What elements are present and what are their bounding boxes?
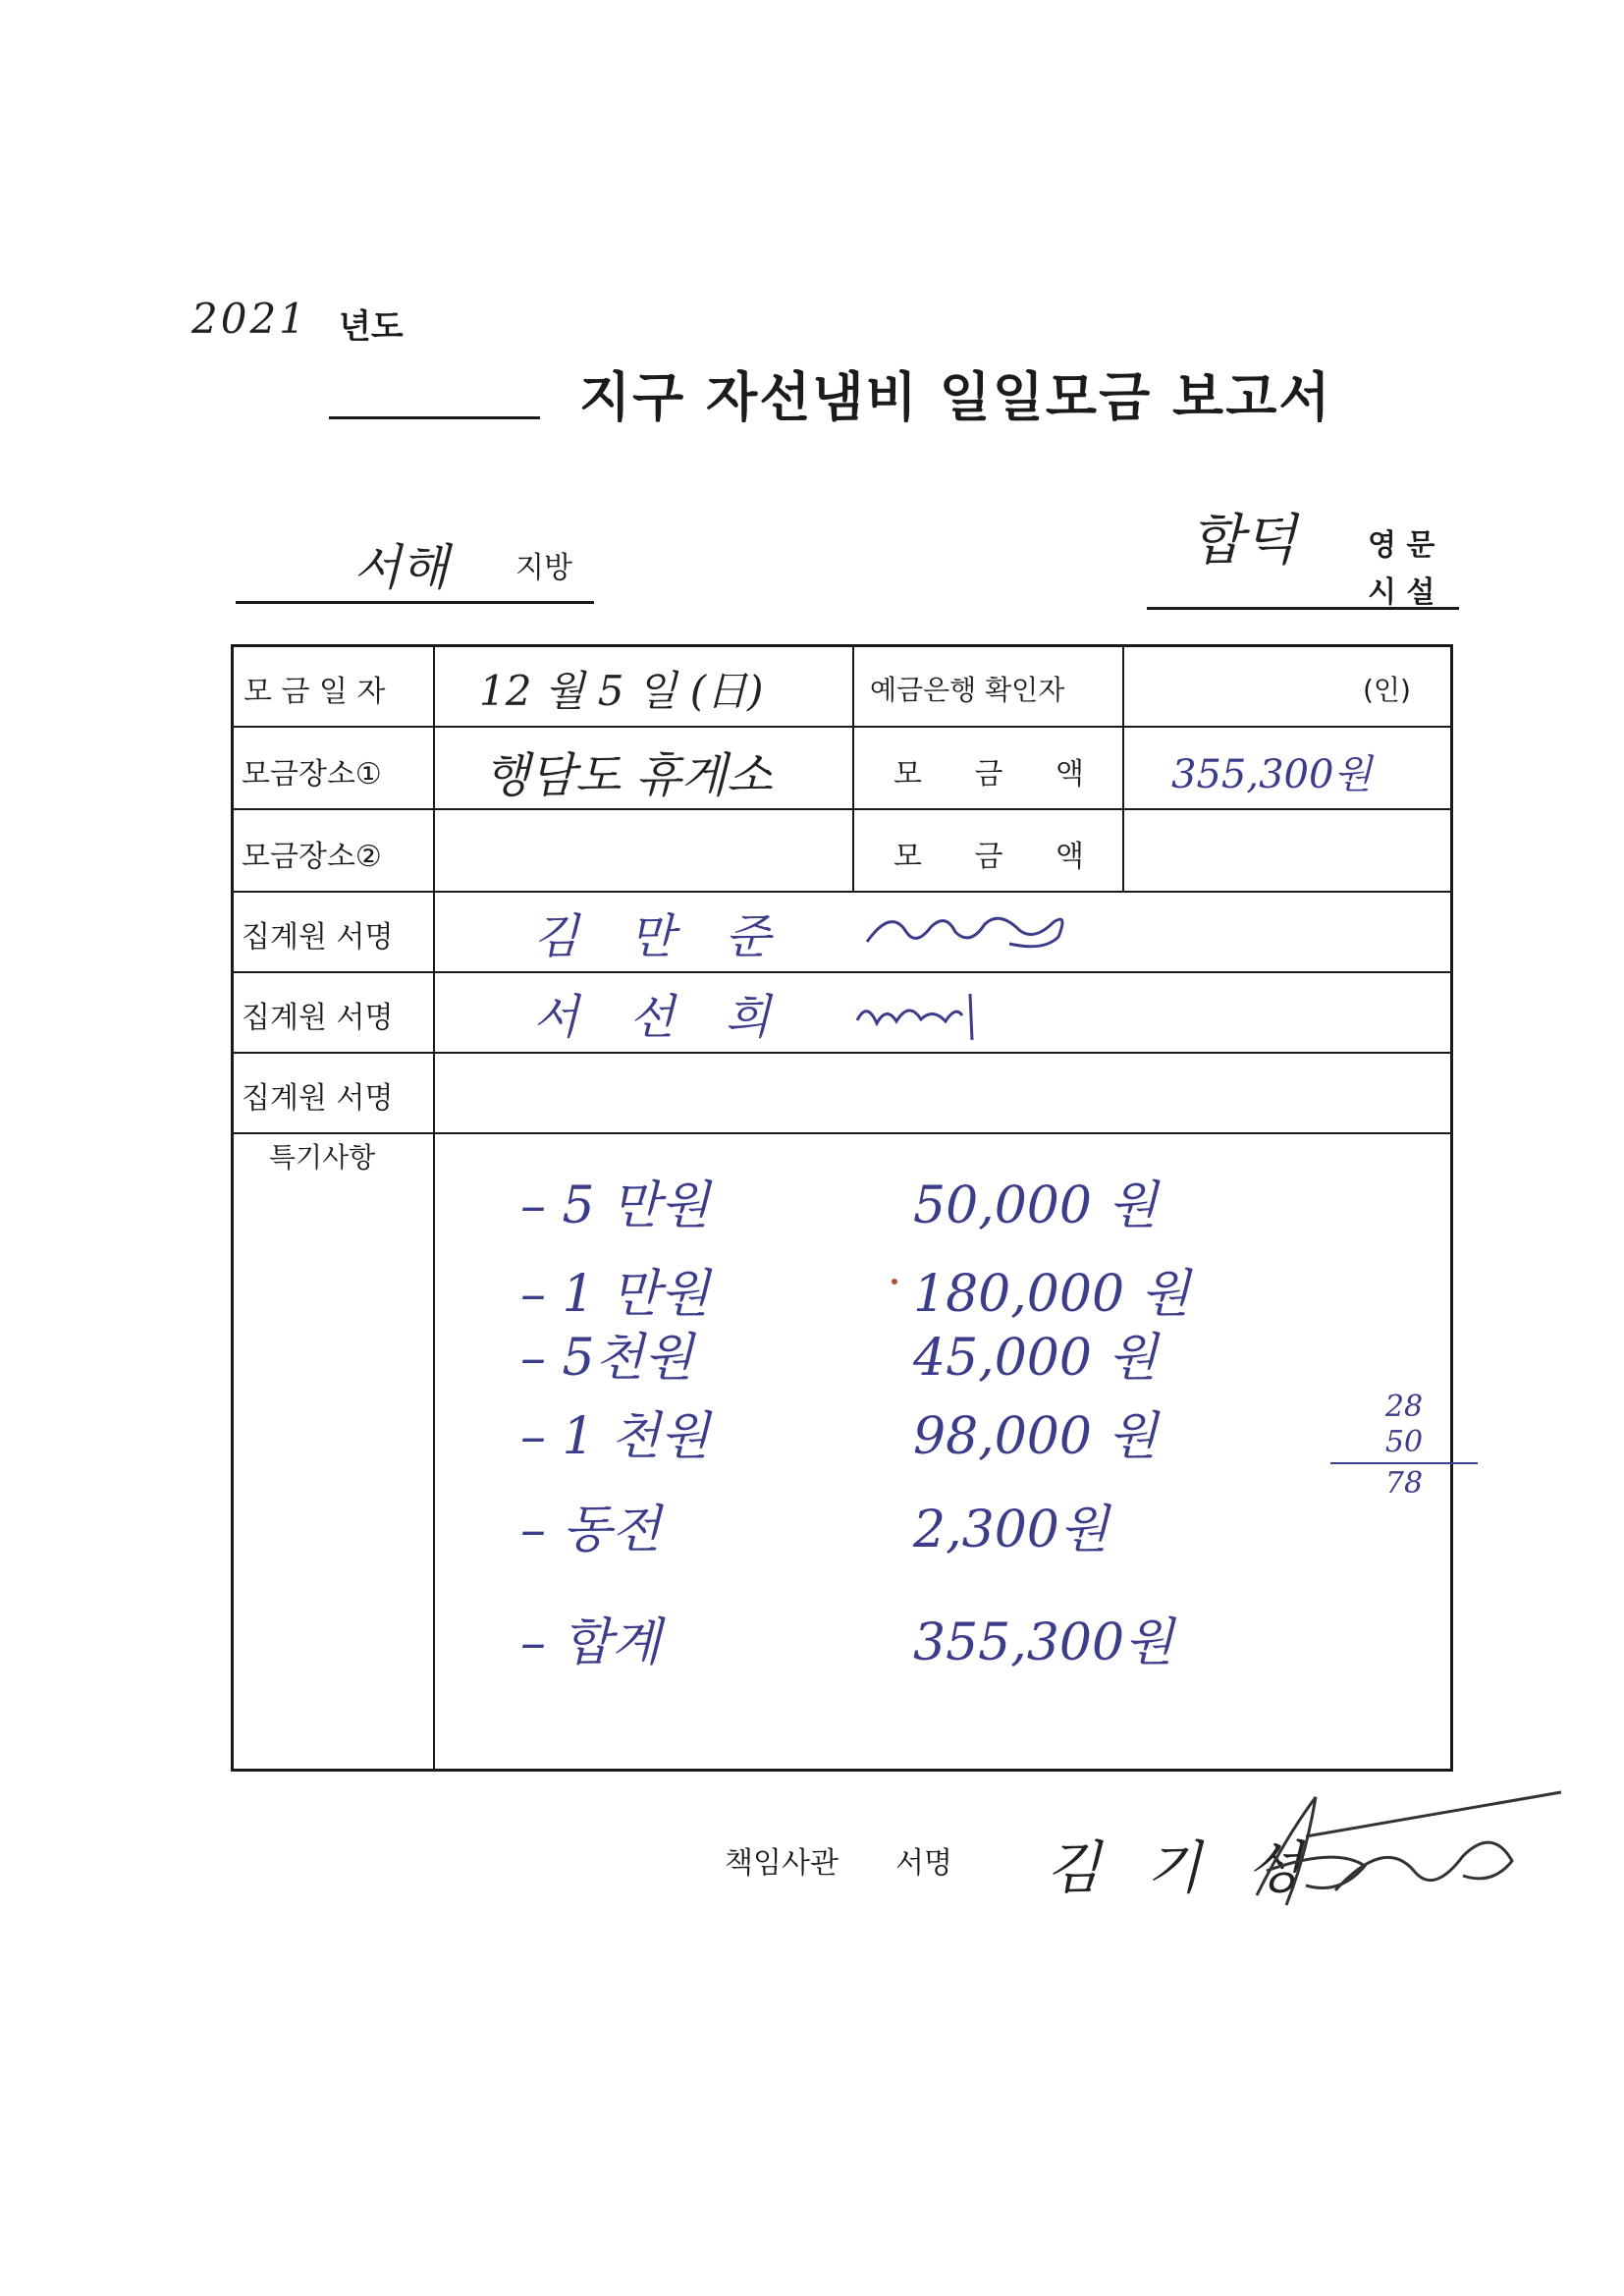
place1-label: 모금장소① (242, 757, 382, 792)
officer-name: 김 기 성 (1046, 1834, 1316, 1901)
note-item: – 합계 (520, 1613, 661, 1672)
signer2-label: 집계원 서명 (242, 1001, 394, 1035)
note-amount: 45,000 원 (913, 1329, 1158, 1388)
note-row (520, 1316, 1326, 1388)
place1-value: 행담도 휴게소 (484, 748, 773, 803)
facility-label-top: 영 문 (1368, 528, 1435, 563)
place2-label: 모금장소② (242, 840, 382, 874)
note-item: – 5천원 (520, 1329, 694, 1388)
note-item: – 5 만원 (520, 1176, 710, 1235)
bank-seal: (인) (1363, 674, 1411, 706)
amount1-value: 355,300원 (1171, 752, 1373, 797)
note-row (520, 1394, 1326, 1466)
side-calculation (1330, 1390, 1478, 1502)
officer-sign-label: 서명 (895, 1846, 952, 1881)
calc-bar (1330, 1462, 1478, 1464)
note-amount: 50,000 원 (913, 1176, 1158, 1235)
year-value: 2021 (191, 295, 308, 343)
region-value: 서해 (353, 539, 449, 596)
note-row (520, 1601, 1326, 1672)
officer-label: 책임사관 (725, 1846, 839, 1881)
calc-sum: 78 (1384, 1466, 1424, 1501)
calc-a: 28 (1384, 1390, 1424, 1424)
facility-label-bottom: 시 설 (1368, 575, 1435, 610)
notes-label: 특기사항 (269, 1141, 376, 1174)
calc-b: 50 (1384, 1425, 1424, 1459)
officer-signature (1247, 1777, 1571, 1925)
signer1-signature (862, 902, 1078, 961)
note-item: – 동전 (520, 1501, 661, 1559)
note-row (520, 1488, 1326, 1557)
signer3-label: 집계원 서명 (242, 1081, 394, 1116)
note-amount: 355,300원 (913, 1613, 1174, 1672)
note-row (520, 1252, 1326, 1324)
note-row (520, 1164, 1326, 1235)
district-blank (329, 381, 540, 419)
note-amount: 2,300원 (913, 1501, 1110, 1559)
note-amount: 98,000 원 (913, 1407, 1158, 1466)
amount2-label: 모 금 액 (893, 840, 1107, 874)
year-suffix: 년도 (339, 307, 404, 347)
signer1-label: 집계원 서명 (242, 920, 394, 955)
facility-value: 합덕 (1190, 509, 1297, 573)
note-item: – 1 천원 (520, 1407, 710, 1466)
region-label: 지방 (515, 551, 572, 585)
signer1-value: 김 만 준 (533, 909, 788, 964)
page-title: 지구 자선냄비 일일모금 보고서 (579, 366, 1332, 428)
bank-confirm-label: 예금은행 확인자 (870, 674, 1065, 706)
signer2-signature (852, 986, 990, 1045)
date-label: 모 금 일 자 (244, 675, 386, 709)
note-amount: 180,000 원 (913, 1265, 1190, 1324)
amount1-label: 모 금 액 (893, 757, 1107, 792)
date-value: 12 월 5 일 (日) (479, 667, 764, 715)
note-item: – 1 만원 (520, 1265, 710, 1324)
ink-dot (892, 1279, 897, 1285)
signer2-value: 서 선 희 (533, 990, 788, 1045)
